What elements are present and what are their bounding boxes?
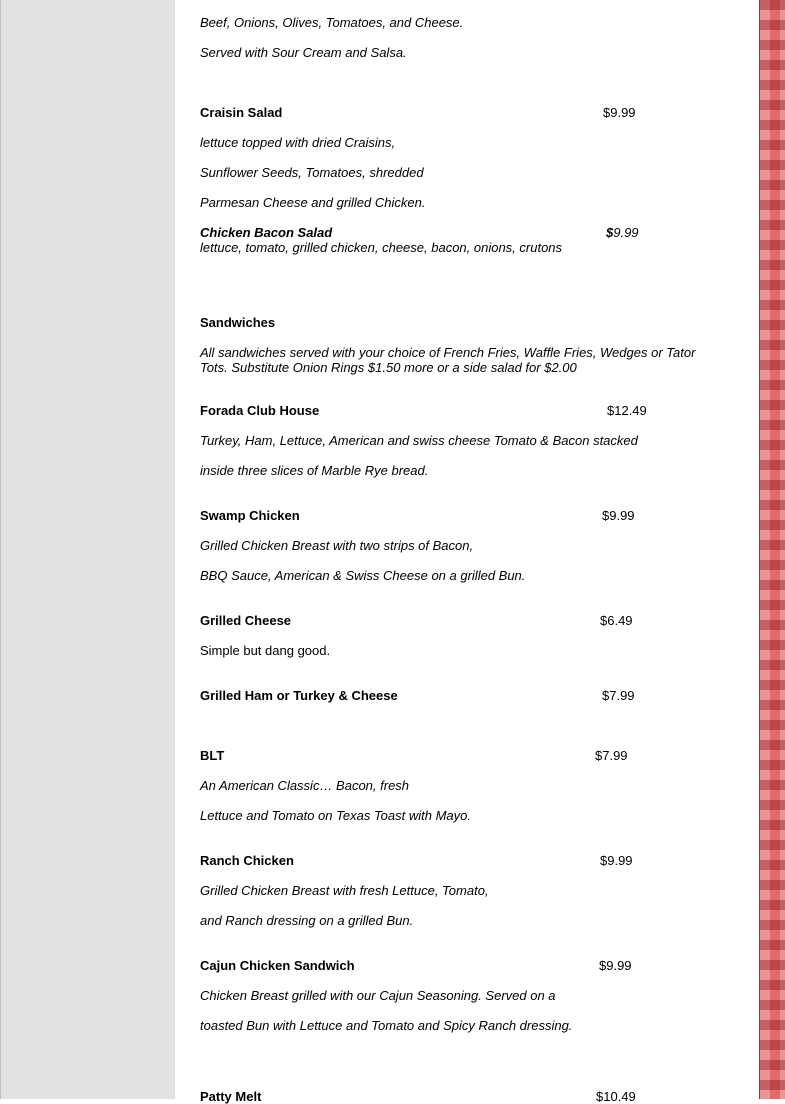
price-symbol: $ [606,225,614,240]
craisin-salad-price: $9.99 [603,105,636,120]
swamp-chicken-desc-2: BBQ Sauce, American & Swiss Cheese on a grilled Bun. [200,568,526,583]
forada-club-desc-1: Turkey, Ham, Lettuce, American and swiss cheese Tomato & Bacon stacked [200,433,638,448]
ranch-chicken-desc-2: and Ranch dressing on a grilled Bun. [200,913,414,928]
chicken-bacon-salad-desc: lettuce, tomato, grilled chicken, cheese, bacon, onions, crutons [200,240,563,255]
craisin-salad-desc-1: lettuce topped with dried Craisins, [200,135,396,150]
craisin-salad-desc-3: Parmesan Cheese and grilled Chicken. [200,195,426,210]
forada-club-name: Forada Club House [200,403,320,418]
grilled-cheese-desc: Simple but dang good. [200,643,331,658]
checkered-border [759,0,785,1099]
chicken-bacon-salad-name: Chicken Bacon Salad [200,225,333,240]
grilled-ham-turkey-price: $7.99 [602,688,635,703]
price-amount: 9.99 [613,225,639,240]
ranch-chicken-price: $9.99 [600,853,633,868]
blt-name: BLT [200,748,225,763]
swamp-chicken-desc-1: Grilled Chicken Breast with two strips of Bacon, [200,538,474,553]
forada-club-price: $12.49 [607,403,647,418]
cajun-chicken-name: Cajun Chicken Sandwich [200,958,355,973]
craisin-salad-name: Craisin Salad [200,105,283,120]
swamp-chicken-price: $9.99 [602,508,635,523]
left-gutter [0,0,175,1099]
grilled-ham-turkey-name: Grilled Ham or Turkey & Cheese [200,688,398,703]
cajun-chicken-desc-1: Chicken Breast grilled with our Cajun Seasoning. Served on a [200,988,556,1003]
patty-melt-name: Patty Melt [200,1089,262,1104]
chicken-bacon-salad-price [606,225,639,240]
blt-desc-2: Lettuce and Tomato on Texas Toast with Mayo. [200,808,472,823]
patty-melt-price: $10.49 [596,1089,636,1104]
taco-salad-desc-2: Served with Sour Cream and Salsa. [200,45,407,60]
taco-salad-desc-1: Beef, Onions, Olives, Tomatoes, and Cheese. [200,15,464,30]
ranch-chicken-name: Ranch Chicken [200,853,294,868]
sandwiches-heading: Sandwiches [200,315,276,330]
cajun-chicken-price: $9.99 [599,958,632,973]
blt-price: $7.99 [595,748,628,763]
cajun-chicken-desc-2: toasted Bun with Lettuce and Tomato and Spicy Ranch dressing. [200,1018,573,1033]
grilled-cheese-name: Grilled Cheese [200,613,292,628]
swamp-chicken-name: Swamp Chicken [200,508,300,523]
blt-desc-1: An American Classic… Bacon, fresh [200,778,410,793]
sandwiches-note: All sandwiches served with your choice of French Fries, Waffle Fries, Wedges or Tator Tots. Substitute Onion Rings $1.50 more or a side salad for $2.00 [200,345,696,375]
craisin-salad-desc-2: Sunflower Seeds, Tomatoes, shredded [200,165,424,180]
forada-club-desc-2: inside three slices of Marble Rye bread. [200,463,429,478]
grilled-cheese-price: $6.49 [600,613,633,628]
ranch-chicken-desc-1: Grilled Chicken Breast with fresh Lettuce, Tomato, [200,883,489,898]
